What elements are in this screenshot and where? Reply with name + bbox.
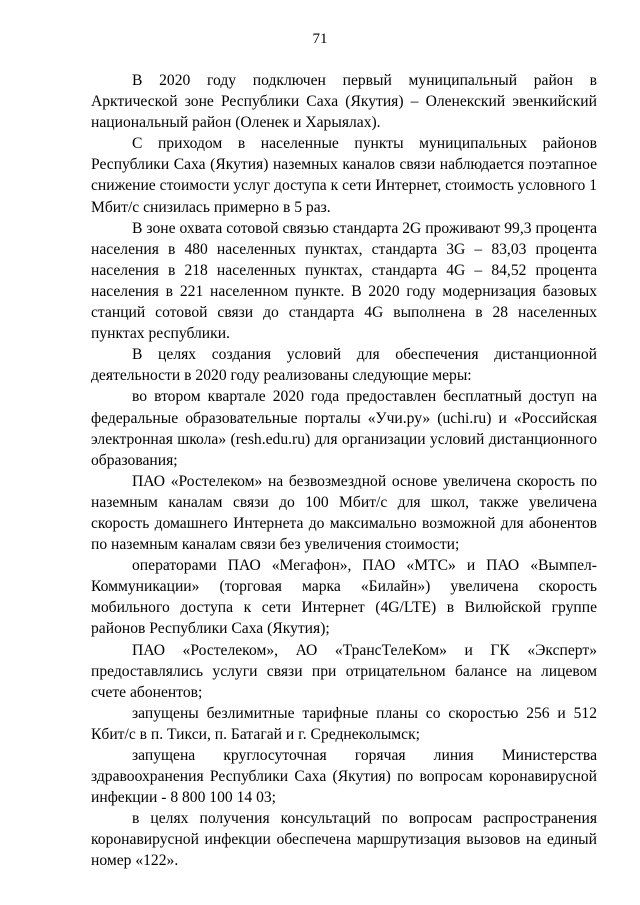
paragraph-rostelecom-speed: ПАО «Ростелеком» на безвозмездной основе увеличена скорость по наземным каналам связи до 100 Мбит/с для школ, также увеличена скорость домашнего Интернета до максимально возможной для абонентов по наземным каналам связи без увеличения стоимости; (91, 472, 597, 554)
paragraph-unlimited-tariffs: запущены безлимитные тарифные планы со скоростью 256 и 512 Кбит/с в п. Тикси, п. Батагай и г. Среднеколымск; (91, 704, 597, 743)
paragraph-number-122: в целях получения консультаций по вопросам распространения коронавирусной инфекции обеспечена маршрутизация вызовов на единый номер «122». (91, 810, 597, 870)
paragraph-hotline: запущена круглосуточная горячая линия Министерства здравоохранения Республики Саха (Якутия) по вопросам коронавирусной инфекции - 8 800 100 14 03; (91, 747, 597, 807)
paragraph-cellular-coverage: В зоне охвата сотовой связью стандарта 2G проживают 99,3 процента населения в 480 населенных пунктах, стандарта 3G – 83,03 процента населения в 218 населенных пунктах, стандарта 4G – 84,52 процента населения в 221 населенном пункте. В 2020 году модернизация базовых станций сотовой связи до стандарта 4G выполнена в 28 населенных пунктах республики. (91, 219, 597, 343)
document-body (91, 70, 597, 872)
paragraph-negative-balance: ПАО «Ростелеком», АО «ТрансТелеКом» и ГК «Эксперт» предоставлялись услуги связи при отрицательном балансе на лицевом счете абонентов; (91, 641, 597, 701)
paragraph-arctic-district: В 2020 году подключен первый муниципальный район в Арктической зоне Республики Саха (Якутия) – Оленекский эвенкийский национальный район (Оленек и Харыялах). (91, 72, 597, 132)
paragraph-mobile-operators: операторами ПАО «Мегафон», ПАО «МТС» и ПАО «Вымпел-Коммуникации» (торговая марка «Билайн») увеличена скорость мобильного доступа к сети Интернет (4G/LTE) в Вилюйской группе районов Республики Саха (Якутия); (91, 557, 597, 638)
paragraph-free-portals: во втором квартале 2020 года предоставлен бесплатный доступ на федеральные образовательные порталы «Учи.ру» (uchi.ru) и «Российская электронная школа» (resh.edu.ru) для организации условий дистанционного образования; (91, 388, 597, 469)
page-number: 71 (312, 31, 328, 47)
paragraph-internet-cost: С приходом в населенные пункты муниципальных районов Республики Саха (Якутия) наземных каналов связи наблюдается поэтапное снижение стоимости услуг доступа к сети Интернет, стоимость условного 1 Мбит/с снизилась примерно в 5 раз. (91, 135, 597, 216)
paragraph-remote-measures-intro: В целях создания условий для обеспечения дистанционной деятельности в 2020 году реализованы следующие меры: (91, 346, 597, 385)
